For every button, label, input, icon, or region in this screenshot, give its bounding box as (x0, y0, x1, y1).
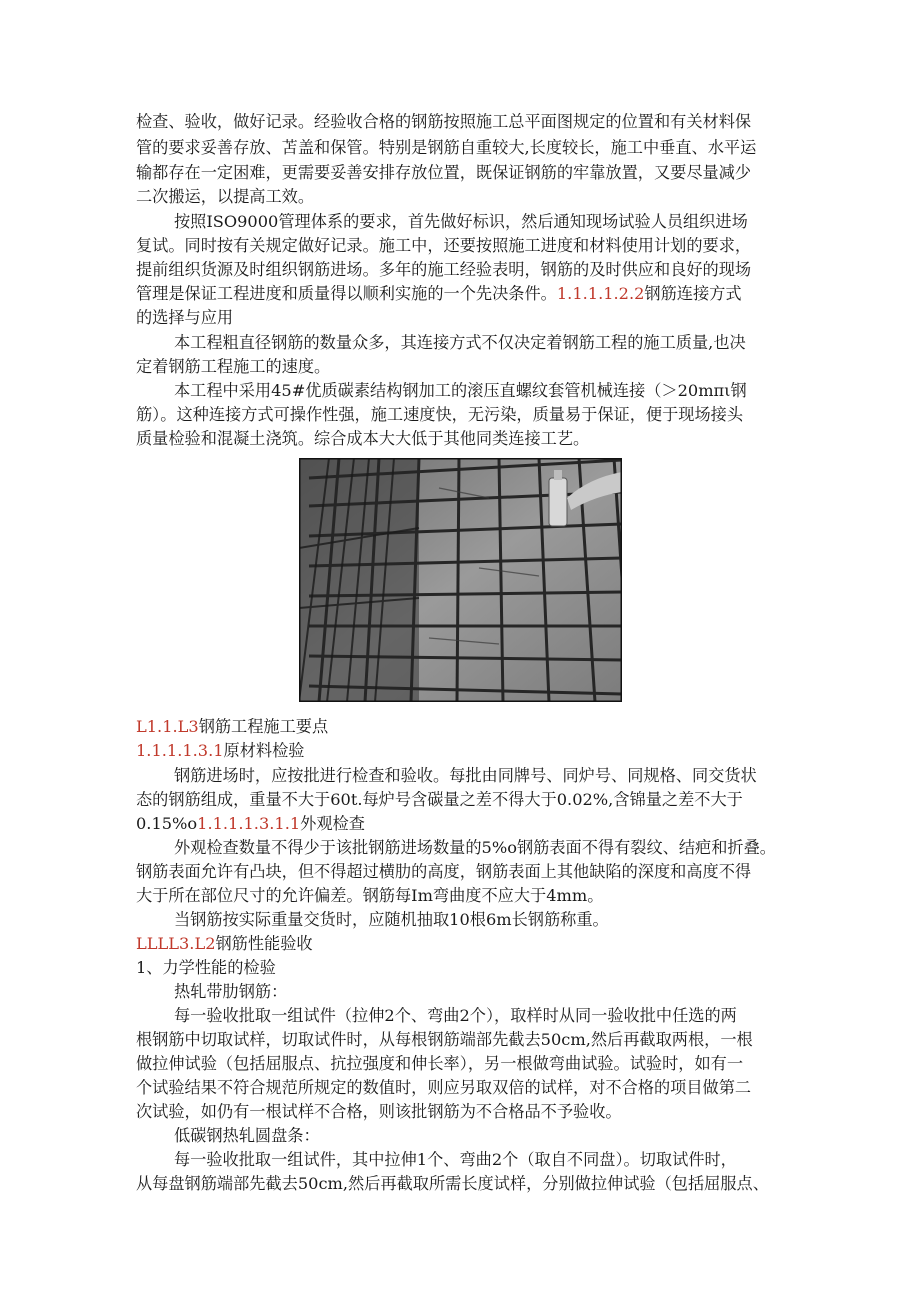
section-heading (136, 934, 313, 954)
paragraph-line: 根钢筋中切取试样，切取试件时，从每根钢筋端部先截去50cm,然后再截取两根，一根 (136, 1030, 753, 1049)
paragraph-line: 本工程中采用45#优质碳素结构钢加工的滚压直螺纹套管机械连接（＞20mπι钢 (174, 381, 747, 400)
paragraph-line: 做拉伸试验（包括屈服点、抗拉强度和伸长率），另一根做弯曲试验。试验时，如有一 (136, 1054, 744, 1073)
paragraph-line: 提前组织货源及时组织钢筋进场。多年的施工经验表明，钢筋的及时供应和良好的现场 (136, 260, 752, 279)
paragraph-line: 二次搬运，以提高工效。 (136, 187, 315, 206)
paragraph-line: 输都存在一定困难，更需要妥善安排存放位置，既保证钢筋的牢靠放置，又要尽量减少 (136, 163, 752, 182)
section-number: 1.1.1.1.3.1 (136, 741, 224, 760)
paragraph-line: 筋）。这种连接方式可操作性强，施工速度快，无污染，质量易于保证，便于现场接头 (136, 405, 744, 424)
paragraph-line: 按照ISO9000管理体系的要求，首先做好标识，然后通知现场试验人员组织进场 (174, 212, 748, 231)
paragraph-text: 管理是保证工程进度和质量得以顺利实施的一个先决条件。 (136, 284, 557, 303)
section-number: 1.1.1.1.3.1.1 (197, 814, 301, 833)
paragraph-line: 从每盘钢筋端部先截去50cm,然后再截取所需长度试样，分别做拉伸试验（包括屈服点、 (136, 1174, 769, 1193)
section-number: 1.1.1.1.2.2 (556, 284, 645, 303)
paragraph-line: 个试验结果不符合规范所规定的数值时，则应另取双倍的试样，对不合格的项目做第二 (136, 1078, 752, 1097)
paragraph-text: 0.15%o (136, 814, 198, 833)
paragraph-line: 管的要求妥善存放、苫盖和保管。特别是钢筋自重较大,长度较长，施工中垂直、水平运 (136, 138, 757, 157)
paragraph-line: 钢筋表面允许有凸块，但不得超过横肋的高度，钢筋表面上其他缺陷的深度和高度不得 (136, 862, 752, 881)
sub-heading: 低碳钢热轧圆盘条： (174, 1126, 320, 1145)
section-number: LLLL3.L2 (136, 934, 216, 953)
paragraph-line: 当钢筋按实际重量交货时，应随机抽取10根6m长钢筋称重。 (174, 910, 609, 929)
section-title-continued: 的选择与应用 (136, 308, 234, 327)
paragraph-line (136, 284, 742, 304)
paragraph-line: 复试。同时按有关规定做好记录。施工中，还要按照施工进度和材料使用计划的要求， (136, 236, 752, 255)
section-number: L1.1.L3 (136, 717, 199, 736)
rebar-grid-photo (299, 458, 622, 702)
rebar-grid-illustration (299, 458, 622, 702)
section-title: 钢筋工程施工要点 (198, 717, 329, 736)
paragraph-line: 钢筋进场时，应按批进行检查和验收。每批由同牌号、同炉号、同规格、同交货状 (174, 766, 757, 785)
section-title: 外观检查 (300, 814, 365, 833)
section-title: 钢筋连接方式 (644, 284, 742, 303)
paragraph-line: 态的钢筋组成，重量不大于60t.每炉号含碳量之差不得大于0.02%,含锦量之差不大于 (136, 790, 743, 809)
paragraph-line: 外观检查数量不得少于该批钢筋进场数量的5%o钢筋表面不得有裂纹、结疤和折叠。 (174, 838, 776, 857)
paragraph-line: 每一验收批取一组试件，其中拉伸1个、弯曲2个（取自不同盘）。切取试件时， (174, 1150, 737, 1169)
section-heading (136, 741, 304, 761)
paragraph-line: 质量检验和混凝土浇筑。综合成本大大低于其他同类连接工艺。 (136, 429, 590, 448)
paragraph-line: 大于所在部位尺寸的允许偏差。钢筋每Im弯曲度不应大于4mm。 (136, 886, 604, 905)
paragraph-line: 每一验收批取一组试件（拉伸2个、弯曲2个），取样时从同一验收批中任选的两 (174, 1006, 737, 1025)
section-heading (136, 717, 328, 737)
section-title: 原材料检验 (223, 741, 305, 760)
paragraph-line: 检查、验收，做好记录。经验收合格的钢筋按照施工总平面图规定的位置和有关材料保 (136, 112, 752, 131)
list-heading: 1、力学性能的检验 (136, 958, 276, 977)
section-title: 钢筋性能验收 (215, 934, 313, 953)
paragraph-line (136, 814, 365, 834)
paragraph-line: 次试验，如仍有一根试样不合格，则该批钢筋为不合格品不予验收。 (136, 1102, 622, 1121)
paragraph-line: 本工程粗直径钢筋的数量众多，其连接方式不仅决定着钢筋工程的施工质量,也决 (174, 333, 746, 352)
paragraph-line: 定着钢筋工程施工的速度。 (136, 357, 331, 376)
sub-heading: 热轧带肋钢筋： (174, 982, 288, 1001)
